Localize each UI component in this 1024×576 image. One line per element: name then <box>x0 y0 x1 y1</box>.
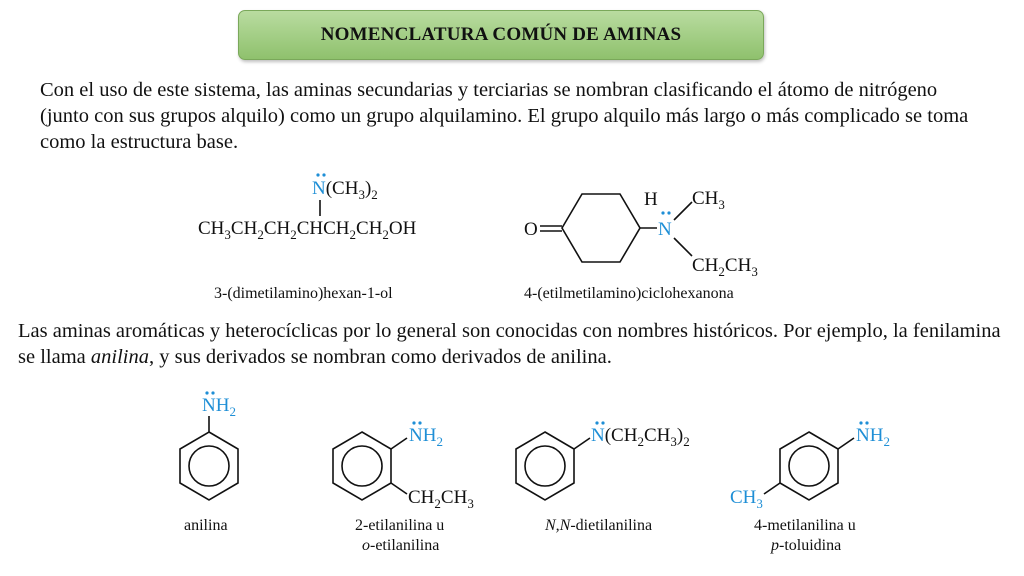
structure-etilmetilaminociclohexanona <box>524 188 758 302</box>
structure-metilanilina <box>730 421 890 554</box>
aromatic-text-after: , y sus derivados se nombran como derivados de anilina. <box>148 346 612 368</box>
dietilanilina-group: $N(CH_2CH_3)_2$ <box>591 425 690 449</box>
aromatic-text-before: Las aminas aromáticas y heterocíclicas por lo general son conocidas con nombres históricos. Por ejemplo, la fenilamina se llama <box>18 320 1001 368</box>
metilanilina-caption-1: 4-metilanilina u <box>754 517 856 534</box>
structure-dietilanilina <box>516 421 690 534</box>
s2-ethyl: $CH_2CH_3$ <box>692 255 758 279</box>
metilanilina-methyl: $CH_3$ <box>730 487 763 511</box>
structure-anilina <box>180 391 238 534</box>
metilanilina-caption-2: p-toluidina <box>771 537 842 554</box>
etilanilina-caption-1: 2-etilanilina u <box>355 517 445 534</box>
s2-nitrogen: N <box>658 219 672 240</box>
s1-caption: 3-(dimetilamino)hexan-1-ol <box>214 285 393 302</box>
page-title: NOMENCLATURA COMÚN DE AMINAS <box>320 24 682 45</box>
s2-oxygen: O <box>524 219 538 240</box>
s2-methyl: $CH_3$ <box>692 188 725 212</box>
s2-hydrogen: H <box>644 189 658 210</box>
cyclohexane-ring <box>562 194 640 262</box>
s1-chain: $CH_3CH_2CH_2CHCH_2CH_2OH$ <box>198 218 417 242</box>
structure-dimetilaminohexanol <box>198 173 417 302</box>
anilina-nh2: $NH_2$ <box>202 395 236 419</box>
metilanilina-nh2: $NH_2$ <box>856 425 890 449</box>
etilanilina-caption-2: o-etilanilina <box>362 537 440 554</box>
s2-caption: 4-(etilmetilamino)ciclohexanona <box>524 285 734 302</box>
intro-paragraph: Con el uso de este sistema, las aminas secundarias y terciarias se nombran clasificando el átomo de nitrógeno (junto con sus grupos alquilo) como un grupo alquilamino. El grupo alquilo más largo o más complicado se toma como la estructura base. <box>40 79 969 153</box>
etilanilina-nh2: $NH_2$ <box>409 425 443 449</box>
anilina-caption: anilina <box>184 517 228 534</box>
etilanilina-ethyl: $CH_2CH_3$ <box>408 487 474 511</box>
dietilanilina-caption: N,N-dietilanilina <box>545 517 653 534</box>
structure-etilanilina <box>333 421 474 554</box>
aromatic-italic-term: anilina <box>90 346 149 368</box>
s1-n-group: $N(CH_3)_2$ <box>312 178 378 202</box>
